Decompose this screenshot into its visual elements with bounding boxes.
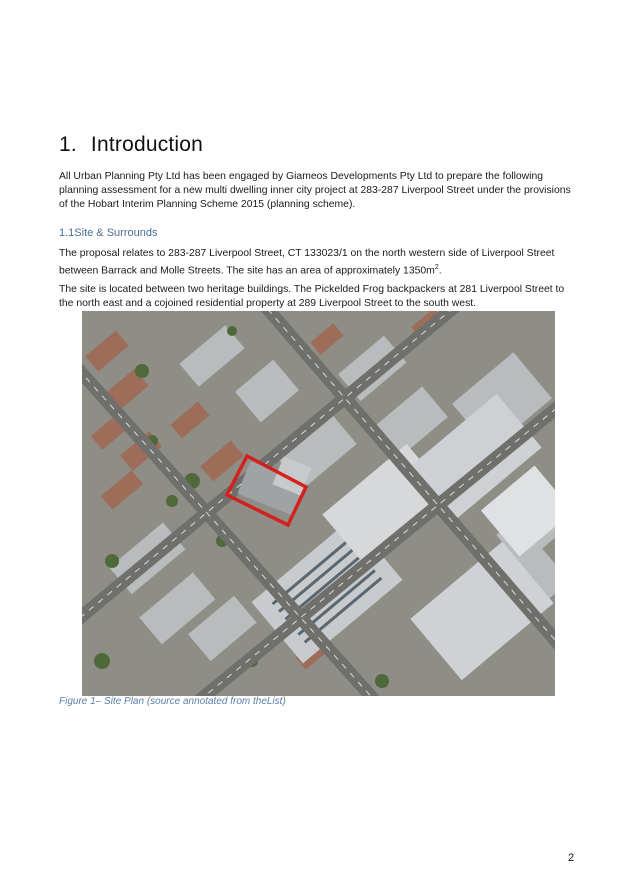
site-paragraph-text: The proposal relates to 283-287 Liverpool Street, CT 133023/1 on the north western side of Liverpool Street between Barrack and Molle Streets. The site has an area of approximately 1350m [59,248,555,277]
section-number: 1. [59,133,77,156]
figure-caption: Figure 1– Site Plan (source annotated from theList) [59,696,286,707]
subsection-title: Site & Surrounds [74,227,158,239]
subsection-heading [59,227,157,239]
subsection-number: 1.1 [59,227,75,239]
page-number: 2 [568,852,575,864]
site-paragraph [59,247,579,279]
heritage-paragraph: The site is located between two heritage buildings. The Pickelded Frog backpackers at 281 Liverpool Street to the north east and a cojoined residential property at 289 Liverpool Street to the south west. [59,284,565,310]
aerial-site-plan-image [82,311,555,696]
site-paragraph-end: . [438,265,442,277]
intro-paragraph: All Urban Planning Pty Ltd has been engaged by Giameos Developments Pty Ltd to prepare the following planning assessment for a new multi dwelling inner city project at 283-287 Liverpool Street under the provisions of the Hobart Interim Planning Scheme 2015 (planning scheme). [59,171,571,211]
section-title: Introduction [90,133,204,156]
superscript-two: 2 [434,264,439,272]
section-heading [59,133,203,157]
aerial-map-graphic [82,311,555,696]
